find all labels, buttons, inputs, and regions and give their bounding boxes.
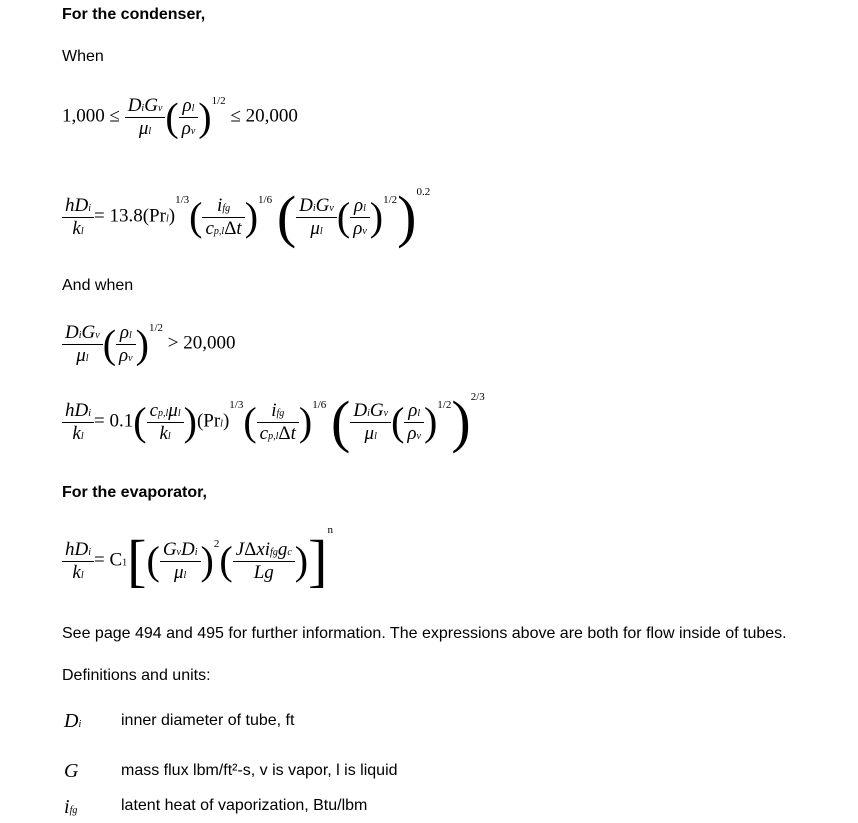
eq2-prandtl-exp: 1/3 — [175, 194, 190, 207]
eq4-exp3: 2/3 — [470, 391, 485, 404]
eq3-right: > 20,000 — [167, 332, 236, 354]
and-when-label: And when — [62, 277, 134, 294]
eq2-reynolds: $\frac{\text{DiGv}}{\mu l}$ — [296, 195, 337, 240]
eq4-exp1: 1/6 — [312, 399, 327, 412]
def-text-latent-heat: latent heat of vaporization, Btu/lbm — [121, 797, 368, 814]
eq4-prandtl-exp: 1/3 — [229, 399, 244, 412]
eq2-nusselt: $\frac{\text{hDi}}{kl}$ — [62, 195, 94, 240]
evaporator-heading: For the evaporator, — [62, 484, 207, 501]
condenser-heading: For the condenser, — [62, 6, 206, 23]
eq5-nusselt: $\frac{\text{hDi}}{kl}$ — [62, 539, 94, 584]
eq4-coefficient: = 0.1 — [94, 410, 134, 432]
equation-2-condenser-low: $\frac{\text{hDi}}{kl}$ = 13.8(Prl)$^{1/3}$( $\frac{\text{ifg}}{\text{cp,lΔt}}$ )$^{1/6}$ ( $\frac{\text{DiGv}}{\mu l}$ ( $\frac{\rho l}{\rho v}$ )$^{1/2}$)$^{0.2}$ — [62, 188, 430, 246]
def-text-diameter: inner diameter of tube, ft — [121, 712, 295, 729]
eq5-coefficient-sub: 1 — [122, 557, 128, 569]
eq2-exp1: 1/6 — [258, 194, 273, 207]
eq1-right: ≤ 20,000 — [230, 105, 298, 127]
eq2-prandtl: (Pr — [142, 205, 166, 227]
definitions-heading: Definitions and units: — [62, 667, 211, 684]
eq5-boiling-number: $\frac{\text{JΔxifggc}}{Lg}$ — [233, 539, 295, 584]
eq4-exp2: 1/2 — [437, 399, 452, 412]
eq4-prandtl-fraction: $\frac{\text{cp,lμl}}{kl}$ — [147, 400, 184, 445]
when-label: When — [62, 48, 104, 65]
eq2-exp2: 1/2 — [383, 194, 398, 207]
eq1-reynolds-fraction: $\frac{\text{DiGv}}{\mu l}$ — [125, 95, 166, 140]
eq2-jakob: $\frac{\text{ifg}}{\text{cp,lΔt}}$ — [202, 195, 244, 240]
eq4-reynolds: $\frac{\text{DiGv}}{\mu l}$ — [350, 400, 391, 445]
equation-5-evaporator: $\frac{\text{hDi}}{kl}$ = C1[( $\frac{\text{GvDi}}{\mu l}$ )$^2$( $\frac{\text{JΔxifggc}}{Lg}$ )]$^n$ — [62, 532, 333, 590]
equation-3-range: $\frac{\text{DiGv}}{\mu l}$ ( $\frac{\rho l}{\rho v}$ )$^{1/2}$ > 20,000 — [62, 322, 235, 367]
eq3-reynolds: $\frac{\text{DiGv}}{\mu l}$ — [62, 322, 103, 367]
eq1-exponent: 1/2 — [211, 94, 226, 107]
eq4-density-ratio: $\frac{\rho l}{\rho v}$ — [404, 400, 424, 445]
def-text-mass-flux: mass flux lbm/ft²-s, v is vapor, l is liquid — [121, 762, 398, 779]
eq5-exp1: 2 — [213, 538, 220, 551]
eq5-reynolds: $\frac{\text{GvDi}}{\mu l}$ — [160, 539, 201, 584]
def-symbol-mass-flux: G — [64, 760, 79, 782]
equation-4-condenser-high: $\frac{\text{hDi}}{kl}$ = 0.1( $\frac{\text{cp,lμl}}{kl}$ )(Prl)$^{1/3}$( $\frac{\text{ifg}}{\text{cp,lΔt}}$ )$^{1/6}$ ( $\frac{\text{DiGv}}{\mu l}$ ( $\frac{\rho l}{\rho v}$ )$^{1/2}$)$^{2/3}$ — [62, 393, 485, 451]
eq2-prandtl-sub: l — [165, 213, 169, 225]
def-symbol-diameter: Di — [64, 710, 82, 732]
see-page-note: See page 494 and 495 for further information. The expressions above are both for flow inside of tubes. — [62, 625, 787, 642]
eq2-coefficient: = 13.8 — [94, 205, 143, 227]
eq3-density-ratio: $\frac{\rho l}{\rho v}$ — [116, 322, 136, 367]
eq2-exp3: 0.2 — [416, 186, 431, 199]
eq2-density-ratio: $\frac{\rho l}{\rho v}$ — [350, 195, 370, 240]
eq3-exponent: 1/2 — [148, 321, 163, 334]
eq5-exponent-n: n — [327, 524, 333, 537]
def-symbol-latent-heat: ifg — [64, 796, 78, 818]
eq1-density-ratio: $\frac{\rho l}{\rho v}$ — [179, 95, 199, 140]
eq1-left: 1,000 ≤ — [62, 105, 120, 127]
eq5-coefficient: = C — [94, 549, 123, 571]
equation-1-range: 1,000 ≤ $\frac{\text{DiGv}}{\mu l}$ ( $\frac{\rho l}{\rho v}$ )$^{1/2}$ ≤ 20,000 — [62, 94, 298, 140]
eq4-jakob: $\frac{\text{ifg}}{\text{cp,lΔt}}$ — [257, 400, 299, 445]
eq4-nusselt: $\frac{\text{hDi}}{kl}$ — [62, 400, 94, 445]
